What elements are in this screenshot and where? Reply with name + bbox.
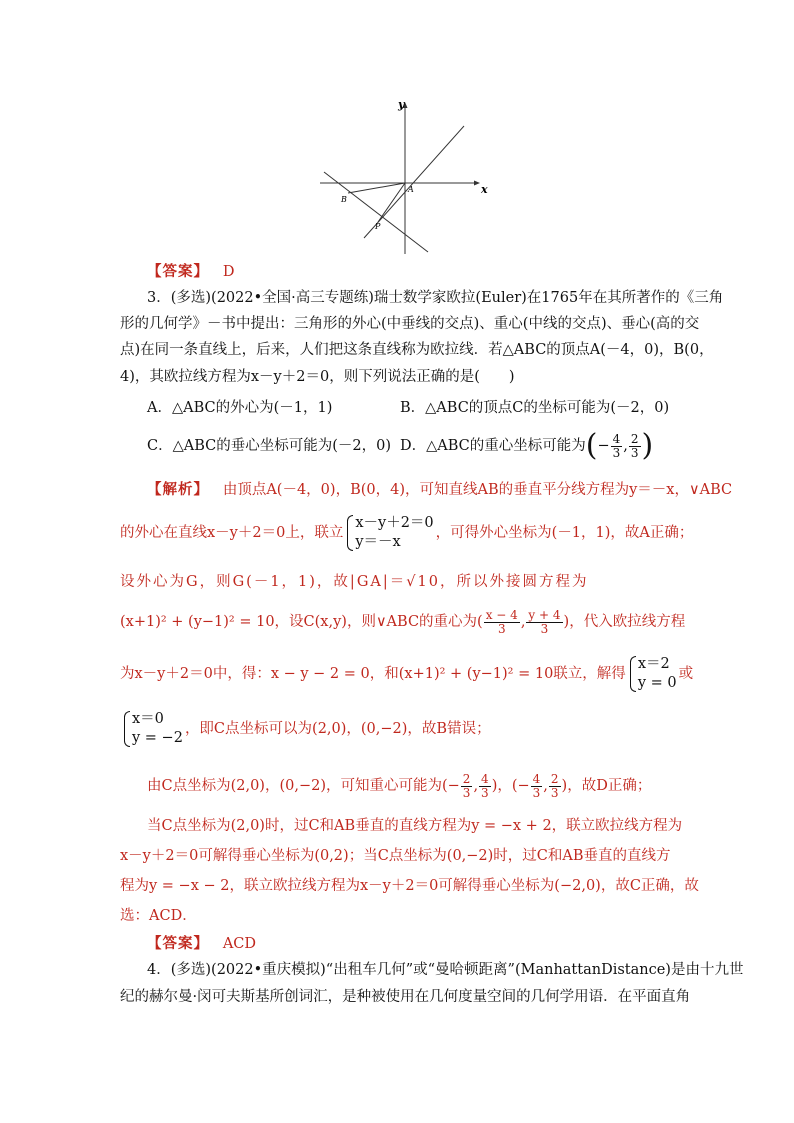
answer-q3: 【答案】 ACD (147, 935, 257, 952)
frac: $\frac{4}{3}$ (532, 771, 541, 800)
q3-option-a: A．△ABC的外心为(－1，1) (147, 400, 333, 416)
solution-line-6: x＝0 y = −2 ，即C点坐标可以为(2,0)，(0,−2)，故B错误； (120, 709, 491, 749)
label-y: y (398, 98, 405, 111)
q4-stem-2: 纪的赫尔曼·闵可夫斯基所创词汇，是种被使用在几何度量空间的几何学用语．在平面直角 (120, 989, 691, 1005)
segment-ap (378, 183, 405, 222)
frac: $\frac{2}{3}$ (630, 431, 639, 460)
label-b: B (341, 195, 347, 204)
q3-option-b: B．△ABC的顶点C的坐标可能为(－2，0) (400, 400, 670, 416)
x-axis-arrow (474, 181, 480, 186)
solution-line-8: 当C点坐标为(2,0)时，过C和AB垂直的直线方程为y = −x + 2，联立欧拉线方程为 (147, 818, 683, 834)
equation-system: x＝2 y = 0 (628, 655, 677, 693)
solution-line-5: 为x－y＋2＝0中，得：x − y − 2 = 0，和(x+1)² + (y−1)² = 10联立，解得 x＝2 y = 0 或 (120, 656, 694, 691)
q3-stem-4: 4)，其欧拉线方程为x－y＋2＝0，则下列说法正确的是( ) (120, 369, 515, 385)
label-p: P (375, 222, 381, 231)
frac: $\frac{x - 4}{3}$ (485, 607, 518, 636)
frac: $\frac{4}{3}$ (612, 431, 621, 460)
answer-q2: 【答案】 D (147, 263, 235, 280)
equation-system: x＝0 y = −2 (122, 710, 183, 748)
q3-option-d: D．△ABC的重心坐标可能为(− $\frac{4}{3}$ , $\frac{2}{3}$ ) (400, 428, 654, 463)
frac: $\frac{2}{3}$ (462, 771, 471, 800)
q3-stem-2: 形的几何学》－书中提出：三角形的外心(中垂线的交点)、重心(中线的交点)、垂心(高的交 (120, 316, 700, 332)
solution-line-7: 由C点坐标为(2,0)，(0,−2)，可知重心可能为(− $\frac{2}{3}$ , $\frac{4}{3}$ )，(− $\frac{4}{3}$ , $\frac{2}{3}$ )，故D正确； (147, 771, 652, 800)
q4-stem-1: 4．(多选)(2022•重庆模拟)“出租车几何”或“曼哈顿距离”(ManhattanDistance)是由十九世 (147, 962, 744, 978)
solution-line-10: 程为y = −x − 2，联立欧拉线方程为x－y＋2＝0可解得垂心坐标为(−2,0)，故C正确，故 (120, 878, 699, 894)
label-a: A (408, 185, 414, 194)
solution-line-11: 选：ACD． (120, 908, 197, 924)
frac: $\frac{y + 4}{3}$ (528, 607, 561, 636)
q3-option-c: C．△ABC的垂心坐标可能为(－2，0) (147, 438, 391, 454)
equation-system: x－y＋2＝0 y＝－x (345, 514, 433, 552)
solution-line-1: 【解析】 由顶点A(－4，0)，B(0，4)，可知直线AB的垂直平分线方程为y＝－x，∨ABC (147, 481, 733, 498)
q3-stem-1: 3．(多选)(2022•全国·高三专题练)瑞士数学家欧拉(Euler)在1765年在其所著作的《三角 (147, 290, 724, 306)
solution-line-4: (x+1)² + (y−1)² = 10，设C(x,y)，则∨ABC的重心为( $\frac{x - 4}{3}$ , $\frac{y + 4}{3}$ )，代入欧拉线方程 (120, 607, 686, 636)
segment-ab (348, 183, 405, 193)
q3-stem-3: 点)在同一条直线上，后来，人们把这条直线称为欧拉线．若△ABC的顶点A(－4，0)，B(0， (120, 342, 714, 358)
solution-line-9: x－y＋2＝0可解得垂心坐标为(0,2)；当C点坐标为(0,−2)时，过C和AB垂直的直线方 (120, 848, 671, 864)
solution-line-2: 的外心在直线x－y＋2＝0上，联立 x－y＋2＝0 y＝－x ，可得外心坐标为(－1，1)，故A正确； (120, 515, 694, 550)
coordinate-figure (318, 96, 498, 256)
frac: $\frac{2}{3}$ (550, 771, 559, 800)
frac: $\frac{4}{3}$ (481, 771, 489, 800)
solution-line-3: 设外心为G，则G(－1，1)，故|GA|＝√10，所以外接圆方程为 (120, 574, 589, 590)
label-x: x (481, 183, 488, 196)
